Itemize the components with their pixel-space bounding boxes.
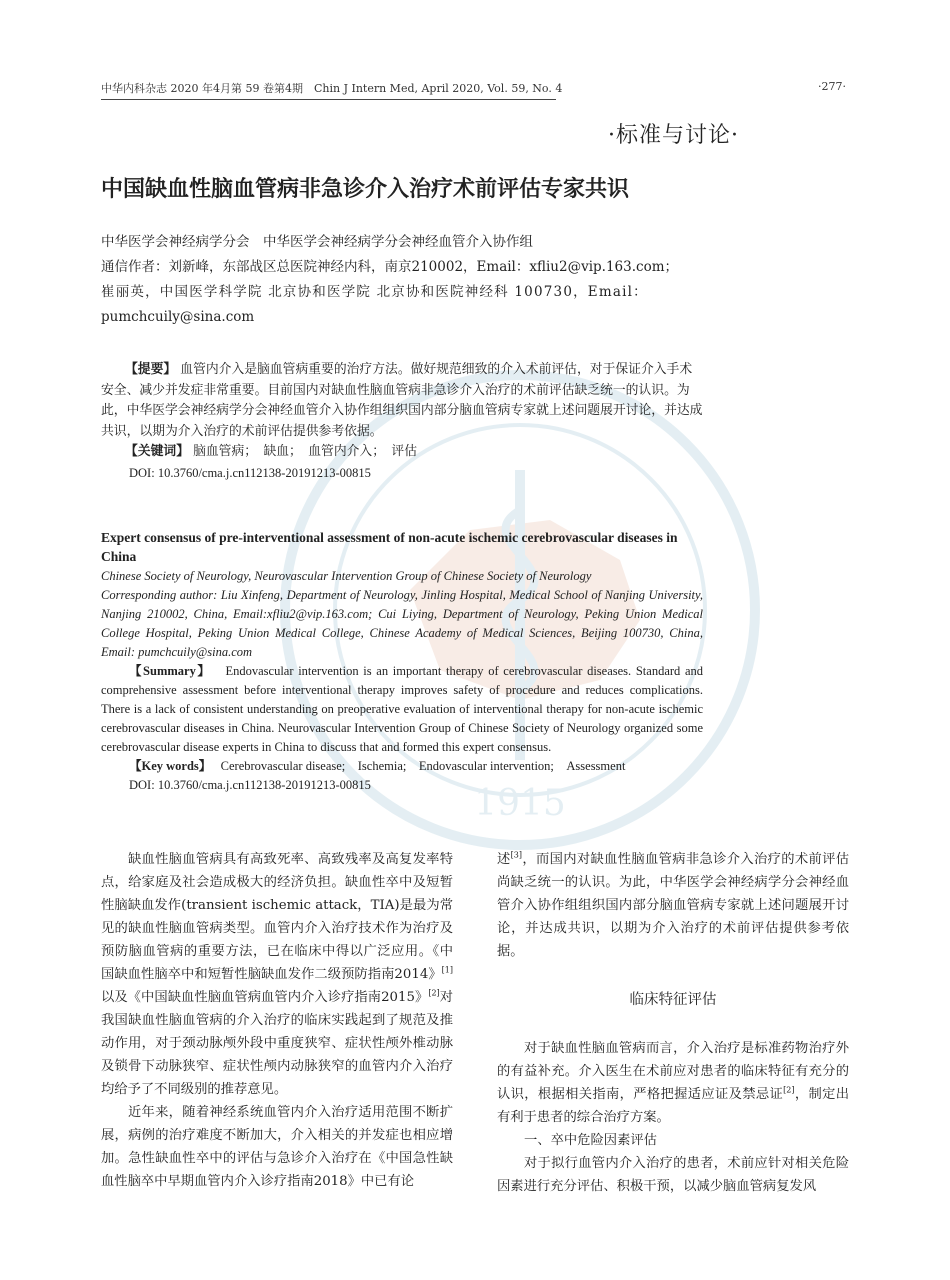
- english-summary: [101, 662, 703, 757]
- body-paragraph-3: [497, 848, 849, 963]
- para1-part-b: 以及《中国缺血性脑血管病血管内介入诊疗指南2015》: [101, 990, 429, 1005]
- abstract-cn-label: 【提要】: [125, 362, 177, 377]
- body-left-column: [101, 848, 453, 1193]
- corresponding-author-2: 崔丽英，中国医学科学院 北京协和医学院 北京协和医院神经科 100730，Email：: [101, 284, 648, 300]
- article-title: 中国缺血性脑血管病非急诊介入治疗术前评估专家共识: [101, 177, 630, 202]
- header-rule: [101, 99, 556, 100]
- abstract-cn-text: 血管内介入是脑血管病重要的治疗方法。做好规范细致的介入术前评估，对于保证介入手术安全、减少并发症非常重要。目前国内对缺血性脑血管病非急诊介入治疗的术前评估缺乏统一的认识。为此，中华医学会神经病学分会神经血管介入协作组组织国内部分脑血管病专家就上述问题展开讨论，并达成共识，以期为介入治疗的术前评估提供参考依据。: [101, 362, 703, 439]
- keywords-cn-text: 脑血管病； 缺血； 血管内介入； 评估: [193, 444, 418, 459]
- keywords-en-label: 【Key words】: [129, 759, 212, 773]
- corresponding-author-1: 通信作者：刘新峰，东部战区总医院神经内科，南京210002，Email：xfliu2@vip.163.com；: [101, 259, 679, 275]
- running-header: [101, 80, 562, 100]
- para3-part-b: ，而国内对缺血性脑血管病非急诊介入治疗的术前评估尚缺乏统一的认识。为此，中华医学会神经病学分会神经血管介入协作组组织国内部分脑血管病专家就上述问题展开讨论，并达成共识，以期为介入治疗的术前评估提供参考依据。: [497, 852, 850, 959]
- doi-cn: DOI: 10.3760/cma.j.cn112138-20191213-00815: [129, 465, 371, 480]
- author-orgs: 中华医学会神经病学分会 中华医学会神经病学分会神经血管介入协作组: [101, 234, 533, 250]
- ref-2: [2]: [428, 988, 440, 998]
- summary-text: Endovascular intervention is an important therapy of cerebrovascular diseases. Standard and comprehensive assessment before interventional therapy improves safety of procedure and reduces complications. There is a lack of consistent understanding on preoperative evaluation of interventional therapy for non-acute ischemic cerebrovascular diseases in China. Neurovascular Intervention Group of Chinese Society of Neurology organized some cerebrovascular disease experts in China to discuss that and formed this expert consensus.: [101, 664, 704, 754]
- doi-en: DOI: 10.3760/cma.j.cn112138-20191213-00815: [129, 778, 371, 792]
- keywords-cn: [101, 442, 703, 463]
- journal-citation: 中华内科杂志 2020 年4月第 59 卷第4期 Chin J Intern Med, April 2020, Vol. 59, No. 4: [101, 82, 563, 95]
- svg-text:1915: 1915: [474, 783, 566, 824]
- para4-part-b: ，制定出有利于患者的综合治疗方案。: [497, 1087, 850, 1125]
- english-corresponding: Corresponding author: Liu Xinfeng, Department of Neurology, Jinling Hospital, Medical School of Nanjing University, Nanjing 210002, China, Email:xfliu2@vip.163.com; Cui Liying, Department of Neurology, Peking Union Medical College Hospital, Peking Union Medical College, Chinese Academy of Medical Sciences, Beijing 100730, China, Email: pumchcuily@sina.com: [101, 588, 703, 659]
- chinese-abstract: [101, 360, 703, 483]
- author-block: [101, 230, 701, 330]
- body-paragraph-1: [101, 848, 453, 1101]
- page-number: ·277·: [818, 80, 846, 93]
- body-paragraph-4: [497, 1037, 849, 1129]
- english-abstract: [101, 528, 703, 795]
- body-paragraph-2: 近年来，随着神经系统血管内介入治疗适用范围不断扩展，病例的治疗难度不断加大，介入相关的并发症也相应增加。急性缺血性卒中的评估与急诊介入治疗在《中国急性缺血性脑卒中早期血管内介入诊疗指南2018》中已有论: [101, 1105, 453, 1189]
- para1-part-a: 缺血性脑血管病具有高致死率、高致残率及高复发率特点，给家庭及社会造成极大的经济负担。缺血性卒中及短暂性脑缺血发作(transient ischemic attack，TIA)是最为常见的缺血性脑血管病类型。血管内介入治疗技术作为治疗及预防脑血管病的重要方法，已在临床中得以广泛应用。《中国缺血性脑卒中和短暂性脑缺血发作二级预防指南2014》: [101, 852, 453, 982]
- keywords-cn-label: 【关键词】: [125, 444, 189, 459]
- section-heading: 临床特征评估: [629, 992, 717, 1008]
- english-title: Expert consensus of pre-interventional assessment of non-acute ischemic cerebrovascular diseases in China: [101, 530, 678, 564]
- english-orgs: Chinese Society of Neurology, Neurovascular Intervention Group of Chinese Society of Neurology: [101, 569, 592, 583]
- column-label: ·标准与讨论·: [608, 123, 739, 148]
- para3-part-a: 述: [497, 852, 511, 867]
- summary-label: 【Summary】: [129, 664, 212, 678]
- subsection-heading: 一、卒中危险因素评估: [524, 1133, 657, 1148]
- para4-part-a: 对于缺血性脑血管病而言，介入治疗是标准药物治疗外的有益补充。介入医生在术前应对患者的临床特征有充分的认识，根据相关指南，严格把握适应证及禁忌证: [497, 1041, 849, 1102]
- english-keywords: [101, 757, 703, 776]
- ref-4: [2]: [783, 1085, 795, 1095]
- para1-part-c: 对我国缺血性脑血管病的介入治疗的临床实践起到了规范及推动作用，对于颈动脉颅外段中重度狭窄、症状性颅外椎动脉及锁骨下动脉狭窄、症状性颅内动脉狭窄的血管内介入治疗均给予了不同级别的推荐意见。: [101, 990, 454, 1097]
- ref-1: [1]: [441, 965, 453, 975]
- keywords-en-text: Cerebrovascular disease; Ischemia; Endovascular intervention; Assessment: [220, 759, 626, 773]
- ref-3: [3]: [510, 850, 522, 860]
- corresponding-author-3: pumchcuily@sina.com: [101, 309, 255, 325]
- body-paragraph-5: 对于拟行血管内介入治疗的患者，术前应针对相关危险因素进行充分评估、积极干预，以减少脑血管病复发风: [497, 1156, 849, 1194]
- body-right-column: [497, 848, 849, 1198]
- abstract-cn-para: [101, 360, 703, 442]
